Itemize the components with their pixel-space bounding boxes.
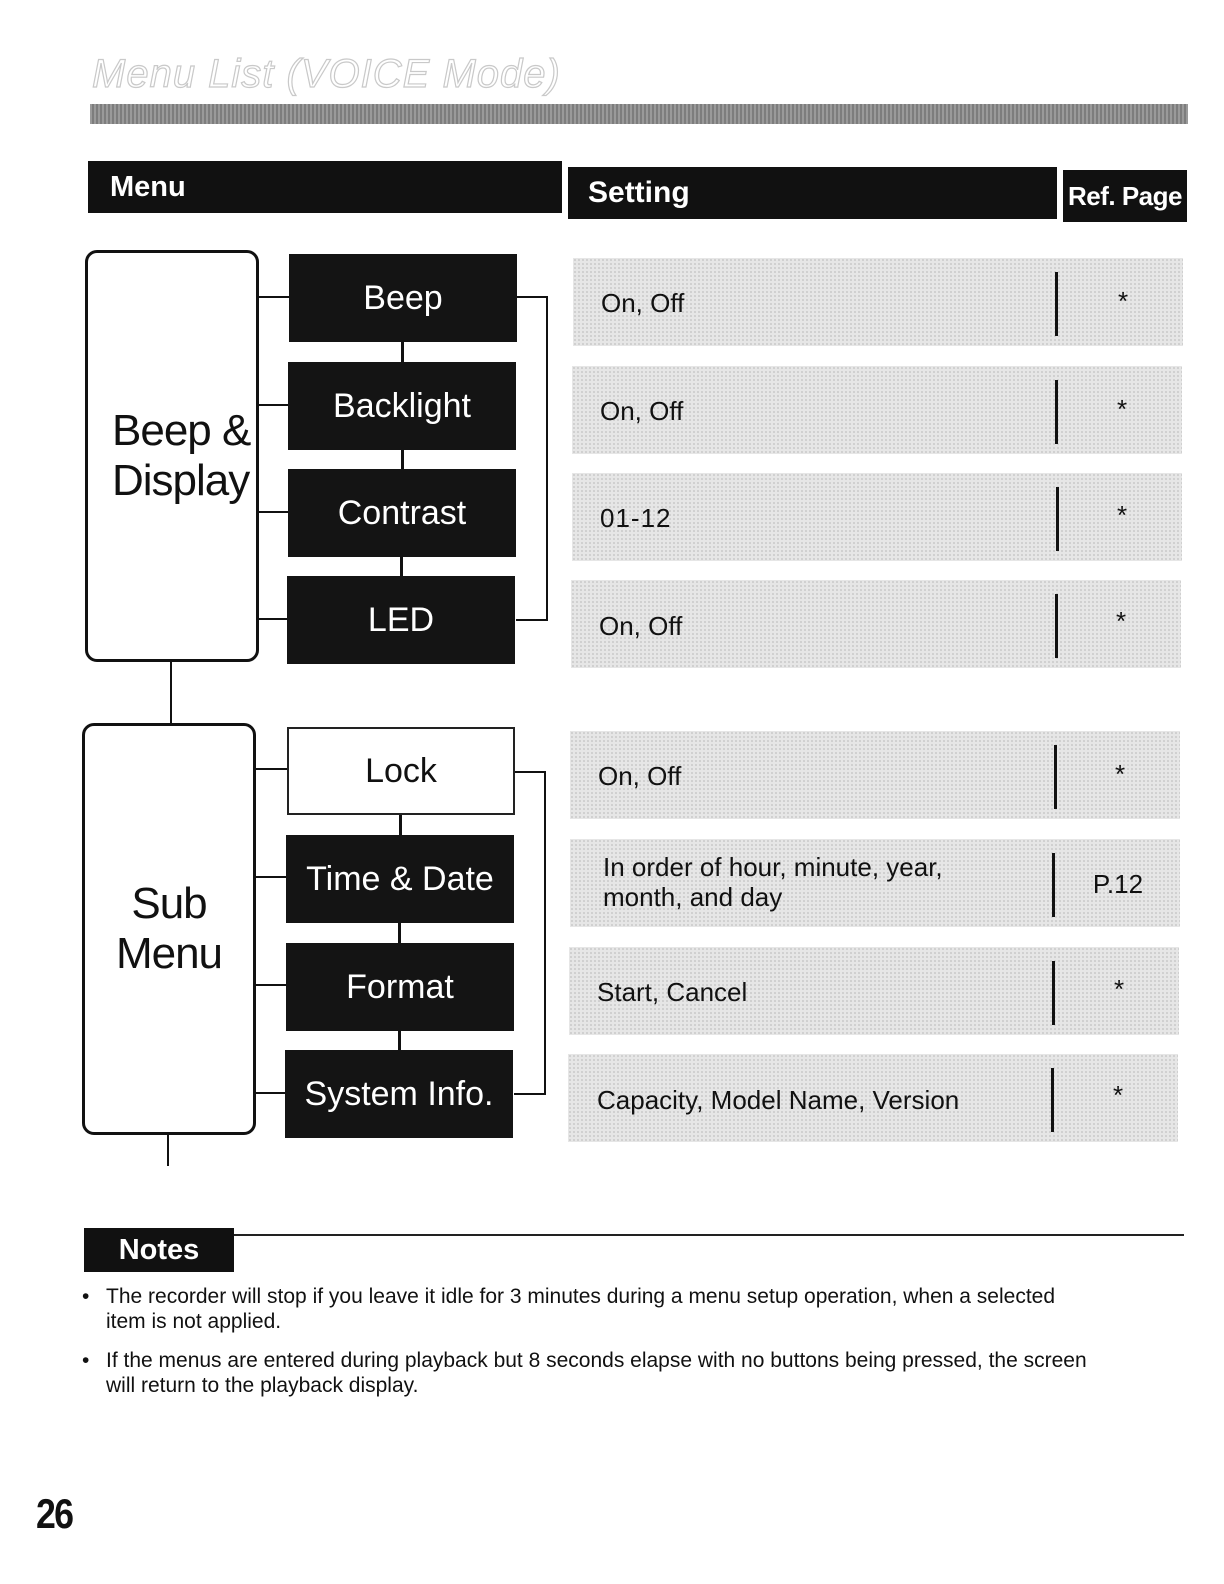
note-item	[82, 1348, 1188, 1398]
bracket-line	[546, 296, 548, 621]
ref-page-value: P.12	[1092, 869, 1144, 899]
column-divider	[1055, 594, 1058, 658]
ref-page-value: *	[1117, 286, 1129, 316]
column-divider	[1056, 487, 1059, 551]
column-divider	[1055, 272, 1058, 336]
ref-page-value: *	[1112, 1080, 1124, 1110]
ref-page-value: *	[1115, 606, 1127, 636]
note-line2: will return to the playback display.	[106, 1374, 419, 1397]
header-menu: Menu	[88, 161, 562, 213]
bracket-line	[514, 771, 546, 773]
column-divider	[1052, 961, 1055, 1025]
note-line1: If the menus are entered during playback but 8 seconds elapse with no buttons being pressed, the screen	[106, 1349, 1087, 1372]
page-number: 26	[36, 1490, 73, 1537]
branch-line	[255, 768, 287, 770]
menu-item-format: Format	[286, 943, 514, 1031]
group-label-line2: Display	[112, 456, 250, 505]
group-connector-line	[170, 660, 172, 724]
menu-item-backlight: Backlight	[288, 362, 516, 450]
bracket-line	[516, 619, 548, 621]
note-text	[82, 1284, 1188, 1334]
header-ref-page: Ref. Page	[1063, 170, 1187, 222]
setting-value: Start, Cancel	[597, 977, 748, 1007]
branch-line	[258, 404, 290, 406]
setting-value	[603, 852, 943, 912]
group-label-line1: Beep &	[112, 406, 251, 455]
bullet-icon: •	[82, 1349, 90, 1372]
menu-item-time-date: Time & Date	[286, 835, 514, 923]
group-sub-menu	[82, 723, 256, 1135]
item-link-line	[398, 921, 401, 943]
menu-item-contrast: Contrast	[288, 469, 516, 557]
group-label	[116, 879, 222, 979]
group-label-line2: Menu	[115, 929, 223, 978]
menu-item-beep: Beep	[289, 254, 517, 342]
tail-connector-line	[167, 1133, 169, 1166]
setting-value: On, Off	[601, 288, 685, 318]
group-label-line1: Sub	[131, 879, 207, 928]
setting-value: On, Off	[600, 396, 684, 426]
menu-item-lock: Lock	[287, 727, 515, 815]
menu-item-system-info: System Info.	[285, 1050, 513, 1138]
bracket-line	[514, 1093, 546, 1095]
bullet-icon: •	[82, 1285, 90, 1308]
item-link-line	[400, 555, 403, 577]
column-divider	[1054, 745, 1057, 809]
branch-line	[258, 296, 290, 298]
setting-value-line2: month, and day	[603, 882, 783, 912]
note-item	[82, 1284, 1188, 1334]
setting-value: On, Off	[598, 761, 682, 791]
column-divider	[1055, 380, 1058, 444]
notes-rule	[234, 1234, 1184, 1236]
item-link-line	[398, 1029, 401, 1051]
branch-line	[255, 984, 287, 986]
note-line1: The recorder will stop if you leave it idle for 3 minutes during a menu setup operation, when a selected	[106, 1285, 1056, 1308]
group-label	[112, 406, 250, 506]
column-divider	[1051, 1068, 1054, 1132]
setting-value: On, Off	[599, 611, 683, 641]
notes-label: Notes	[84, 1228, 234, 1272]
ref-page-value: *	[1114, 759, 1126, 789]
bracket-line	[516, 296, 548, 298]
note-line2: item is not applied.	[106, 1310, 282, 1333]
ref-page-value: *	[1116, 500, 1128, 530]
branch-line	[258, 618, 290, 620]
ref-page-value: *	[1116, 394, 1128, 424]
header-setting: Setting	[568, 167, 1057, 219]
branch-line	[258, 511, 290, 513]
branch-line	[255, 876, 287, 878]
bracket-line	[544, 771, 546, 1095]
setting-value-line1: In order of hour, minute, year,	[603, 852, 943, 882]
page-title: Menu List (VOICE Mode)	[92, 52, 561, 96]
item-link-line	[401, 340, 404, 364]
setting-value: Capacity, Model Name, Version	[597, 1085, 960, 1115]
item-link-line	[401, 448, 404, 470]
note-text	[82, 1348, 1188, 1398]
item-link-line	[399, 813, 402, 835]
menu-item-led: LED	[287, 576, 515, 664]
branch-line	[255, 1092, 287, 1094]
column-divider	[1052, 853, 1055, 917]
title-rule	[90, 104, 1188, 124]
ref-page-value: *	[1113, 974, 1125, 1004]
setting-value: 01-12	[600, 503, 672, 533]
group-beep-display	[85, 250, 259, 662]
